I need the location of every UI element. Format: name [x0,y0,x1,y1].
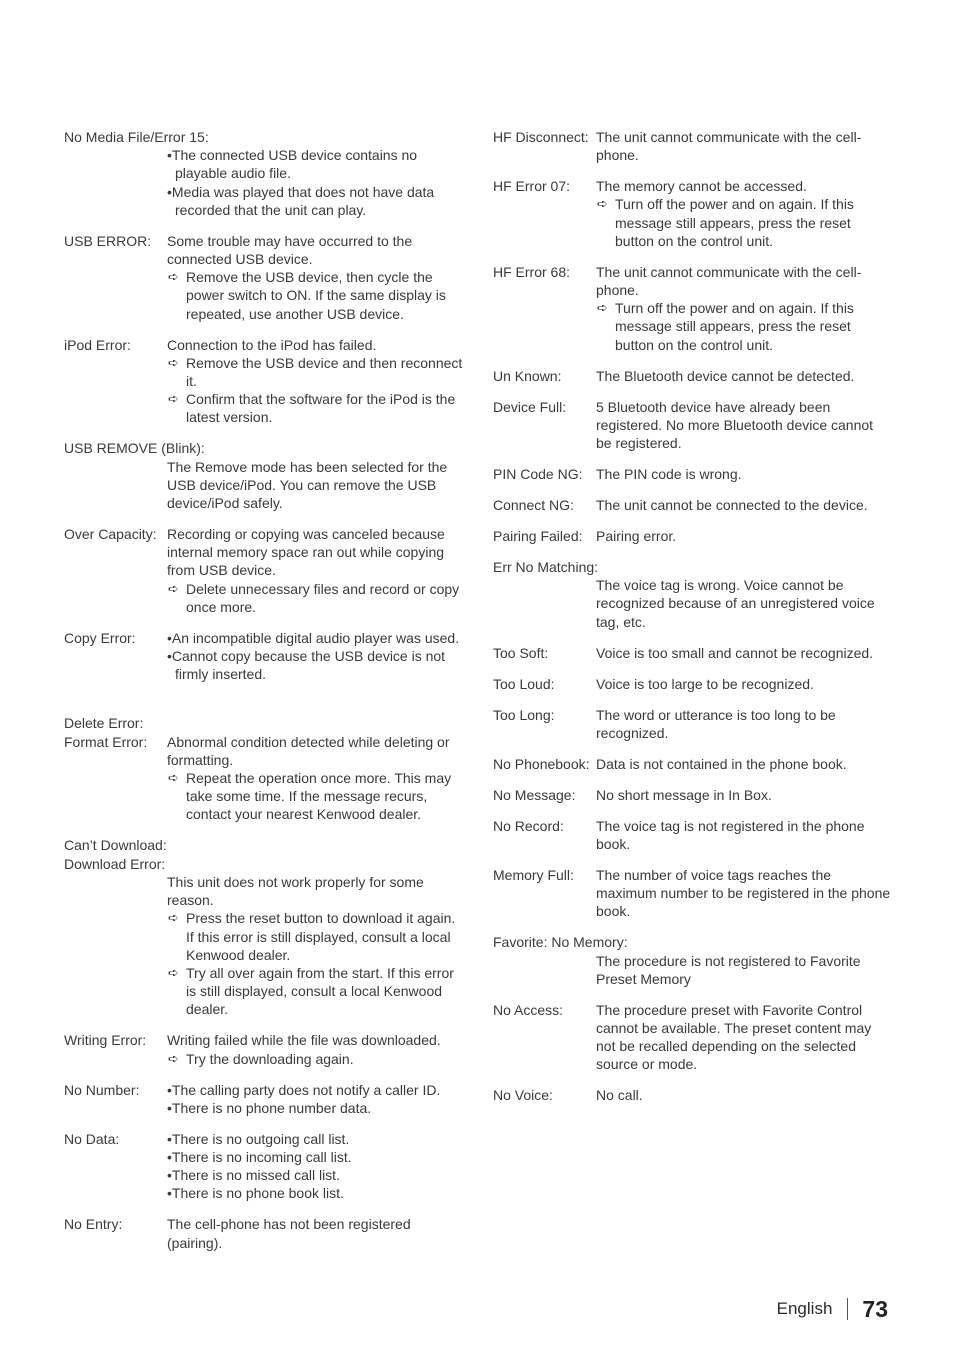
error-entry [64,1031,464,1067]
error-term [493,367,561,385]
description-text: The unit cannot communicate with the cell-phone. [596,263,862,299]
error-term-label: No Media File/Error 15: [64,129,209,145]
description-text: No call. [596,1087,643,1104]
error-description [596,866,891,921]
remedy-text: Delete unnecessary files and record or copy once more. [186,580,460,615]
bullet-text: There is no incoming call list. [171,1148,352,1165]
arrow-right-icon: ➪ [168,1050,179,1066]
remedy-step [596,195,891,250]
error-term [64,336,131,354]
error-entry [493,263,891,354]
error-description [167,1130,464,1203]
error-term-label: Connect NG: [493,497,574,514]
error-term-label: Pairing Failed: [493,528,583,545]
bullet-icon: • [167,1185,172,1202]
error-description [596,675,891,693]
error-entry [493,496,891,514]
bullet-text: Media was played that does not have data recorded that the unit can play. [171,183,435,218]
remedy-step [167,354,464,390]
page-number: 73 [862,1295,888,1322]
error-term [493,755,590,773]
arrow-right-icon: ➪ [168,580,179,596]
error-description [596,398,891,453]
error-term-label: Err No Matching: [493,559,599,576]
description-text: The Bluetooth device cannot be detected. [596,367,855,384]
error-entry [493,786,891,804]
error-entry [64,629,464,684]
error-term-label: Copy Error: [64,629,136,646]
error-entry [493,527,891,545]
error-term-label: No Entry: [64,1216,123,1233]
footer-separator [847,1298,848,1320]
description-text: The memory cannot be accessed. [596,178,807,195]
bullet-item [167,183,464,219]
error-list-right-column [493,128,891,1117]
error-entry [64,1081,464,1117]
description-text: The procedure preset with Favorite Control cannot be available. The preset content may not be recalled depending on the selected source or mode. [596,1001,872,1073]
error-term-label: Download Error: [64,855,166,872]
description-text: The number of voice tags reaches the maximum number to be registered in the phone book. [596,867,891,920]
bullet-item [167,1166,464,1184]
error-term [64,1215,122,1233]
error-term [493,177,570,195]
error-entry [64,836,464,1018]
footer-language: English [776,1298,833,1318]
error-term [493,465,582,483]
remedy-text: Repeat the operation once more. This may take some time. If the message recurs, contact your nearest Kenwood dealer. [186,770,452,823]
bullet-icon: • [167,147,172,164]
description-text: Voice is too large to be recognized. [596,675,814,692]
error-term-label: PIN Code NG: [493,466,583,483]
error-description [596,786,891,804]
error-term [493,398,566,416]
error-description [167,458,464,513]
description-text: The word or utterance is too long to be recognized. [596,706,836,741]
remedy-step [167,909,464,964]
error-term [493,558,891,576]
error-term-label: Too Loud: [493,675,555,692]
bullet-item [167,1099,464,1117]
description-text: The unit cannot be connected to the device. [596,497,868,514]
error-term [64,629,136,647]
error-entry [493,398,891,453]
page-footer [777,1294,888,1324]
remedy-text: Try the downloading again. [186,1050,354,1067]
bullet-item [167,1184,464,1202]
error-term [493,817,564,835]
error-term [493,527,583,545]
error-description [167,336,464,427]
error-entry [493,755,891,773]
remedy-text: Confirm that the software for the iPod is the latest version. [186,391,456,426]
description-text: Abnormal condition detected while deleting or formatting. [167,733,450,768]
arrow-right-icon: ➪ [168,269,179,285]
arrow-right-icon: ➪ [168,770,179,786]
error-term-label: Un Known: [493,367,562,384]
error-term-label: Delete Error: [64,715,144,732]
bullet-icon: • [167,1148,172,1165]
arrow-right-icon: ➪ [168,964,179,980]
error-description [167,629,464,684]
remedy-text: Remove the USB device, then cycle the power switch to ON. If the same display is repeated, use another USB device. [186,269,446,322]
error-description [596,527,891,545]
arrow-right-icon: ➪ [597,196,608,212]
error-term [493,1086,553,1104]
error-description [596,576,891,631]
error-description [167,146,464,219]
error-term-label: Can’t Download: [64,837,167,854]
remedy-step [167,769,464,824]
error-entry [493,128,891,164]
bullet-icon: • [167,629,172,646]
error-term-label: Writing Error: [64,1032,147,1049]
remedy-text: Turn off the power and on again. If this message still appears, press the reset button on the control unit. [615,196,854,249]
bullet-item [167,1081,464,1099]
error-description [596,128,891,164]
description-text: Data is not contained in the phone book. [596,755,847,772]
bullet-text: There is no phone number data. [171,1099,372,1116]
bullet-text: There is no phone book list. [171,1185,344,1202]
error-term [493,263,570,281]
error-entry [64,439,464,512]
error-term [64,232,151,250]
error-term-label: No Message: [493,786,576,803]
error-description [167,696,464,823]
error-term-label: No Record: [493,817,564,834]
description-text: The cell-phone has not been registered (pairing). [167,1216,411,1251]
bullet-text: There is no outgoing call list. [171,1130,350,1147]
error-term-label: No Phonebook: [493,755,590,772]
bullet-item [167,629,464,647]
error-term [493,496,574,514]
error-entry [493,177,891,250]
bullet-icon: • [167,1130,172,1147]
spacer-line [167,696,464,714]
error-description [167,873,464,1019]
bullet-text: The calling party does not notify a caller ID. [171,1081,441,1098]
remedy-text: Turn off the power and on again. If this message still appears, press the reset button on the control unit. [615,300,854,353]
description-text: No short message in In Box. [596,786,772,803]
error-entry [493,644,891,662]
error-term [64,1081,139,1099]
remedy-step [167,964,464,1019]
error-description [596,706,891,742]
error-term-label: Too Soft: [493,644,549,661]
error-description [167,1031,464,1067]
error-description [167,1081,464,1117]
error-term [493,786,575,804]
error-term-label: No Access: [493,1001,564,1018]
error-term-label: No Voice: [493,1087,553,1104]
description-text: The Remove mode has been selected for the USB device/iPod. You can remove the USB device/iPod safely. [167,458,448,512]
error-description [167,232,464,323]
bullet-item [167,1130,464,1148]
arrow-right-icon: ➪ [168,391,179,407]
error-term-label: No Number: [64,1081,140,1098]
error-term-label: iPod Error: [64,336,131,353]
error-term [64,836,464,872]
remedy-text: Remove the USB device and then reconnect it. [186,354,463,390]
bullet-text: An incompatible digital audio player was used. [171,629,460,646]
error-description [596,817,891,853]
error-term [64,1031,146,1049]
error-term [493,1001,563,1019]
error-term [64,525,157,543]
description-text: Connection to the iPod has failed. [167,336,377,353]
description-text: The procedure is not registered to Favorite Preset Memory [596,952,861,987]
error-entry [493,675,891,693]
remedy-text: Press the reset button to download it again. If this error is still displayed, consult a local Kenwood dealer. [186,910,456,963]
error-term-label: Too Long: [493,706,555,723]
error-description [596,755,891,773]
error-description [167,1215,464,1251]
error-description [596,952,891,988]
error-term-label: Favorite: No Memory: [493,934,628,951]
error-term-label: HF Disconnect: [493,129,589,145]
error-term-label: HF Error 07: [493,178,571,195]
remedy-step [167,268,464,323]
error-description [596,367,891,385]
description-text: The voice tag is wrong. Voice cannot be recognized because of an unregistered voice tag, etc. [596,577,875,630]
bullet-icon: • [167,183,172,200]
error-description [596,177,891,250]
remedy-step [167,390,464,426]
error-term-label: USB ERROR: [64,232,152,249]
error-term-label: Format Error: [64,733,148,750]
error-term [64,439,464,457]
error-entry [493,1086,891,1104]
error-entry [64,1215,464,1251]
error-description [596,1086,891,1104]
bullet-icon: • [167,1167,172,1184]
description-text: Writing failed while the file was downloaded. [167,1032,441,1049]
description-text: Recording or copying was canceled because internal memory space ran out while copying from USB device. [167,526,445,579]
bullet-item [167,146,464,182]
error-entry [493,706,891,742]
error-description [596,644,891,662]
error-term-label [64,696,147,714]
bullet-icon: • [167,1081,172,1098]
error-entry [493,558,891,631]
error-entry [493,817,891,853]
error-entry [64,525,464,616]
error-term [493,128,589,146]
error-description [596,496,891,514]
error-term [493,866,574,884]
bullet-item [167,1148,464,1166]
description-text: The PIN code is wrong. [596,466,742,483]
error-description [596,465,891,483]
error-description [596,263,891,354]
error-entry [493,1001,891,1074]
error-term-label: Memory Full: [493,867,574,884]
bullet-text: Cannot copy because the USB device is not firmly inserted. [171,648,446,683]
arrow-right-icon: ➪ [168,910,179,926]
description-text: 5 Bluetooth device have already been registered. No more Bluetooth device cannot be registered. [596,398,874,452]
error-term-label: HF Error 68: [493,263,571,280]
description-text: Some trouble may have occurred to the connected USB device. [167,232,413,268]
bullet-text: The connected USB device contains no playable audio file. [171,147,418,182]
error-term-label: Device Full: [493,398,567,415]
remedy-step [596,299,891,354]
remedy-step [167,1050,464,1068]
error-description [167,525,464,616]
description-text: Pairing error. [596,528,677,545]
bullet-text: There is no missed call list. [171,1167,340,1184]
error-entry [64,696,464,823]
error-term-label: USB REMOVE (Blink): [64,440,205,457]
error-term [493,933,891,951]
remedy-step [167,580,464,616]
error-entry [493,367,891,385]
error-entry [493,866,891,921]
error-description [596,1001,891,1074]
bullet-icon: • [167,1099,172,1116]
error-term [64,1130,119,1148]
error-entry [64,1130,464,1203]
error-term [64,128,464,146]
error-list-left-column [64,128,464,1265]
error-term [64,696,147,751]
bullet-icon: • [167,648,172,665]
error-entry [493,933,891,988]
error-term [493,706,555,724]
error-term [493,675,555,693]
spacer-line [167,714,464,732]
remedy-text: Try all over again from the start. If this error is still displayed, consult a local Kenwood dealer. [186,964,454,1018]
error-entry [493,465,891,483]
description-text: The unit cannot communicate with the cell-phone. [596,129,862,164]
description-text: Voice is too small and cannot be recognized. [596,644,874,661]
description-text: This unit does not work properly for some reason. [167,873,424,909]
bullet-item [167,647,464,683]
error-term [493,644,548,662]
arrow-right-icon: ➪ [168,354,179,370]
error-term-label: No Data: [64,1130,120,1147]
error-entry [64,336,464,427]
arrow-right-icon: ➪ [597,300,608,316]
error-entry [64,128,464,219]
error-entry [64,232,464,323]
description-text: The voice tag is not registered in the phone book. [596,817,865,853]
error-term-label: Over Capacity: [64,526,157,543]
